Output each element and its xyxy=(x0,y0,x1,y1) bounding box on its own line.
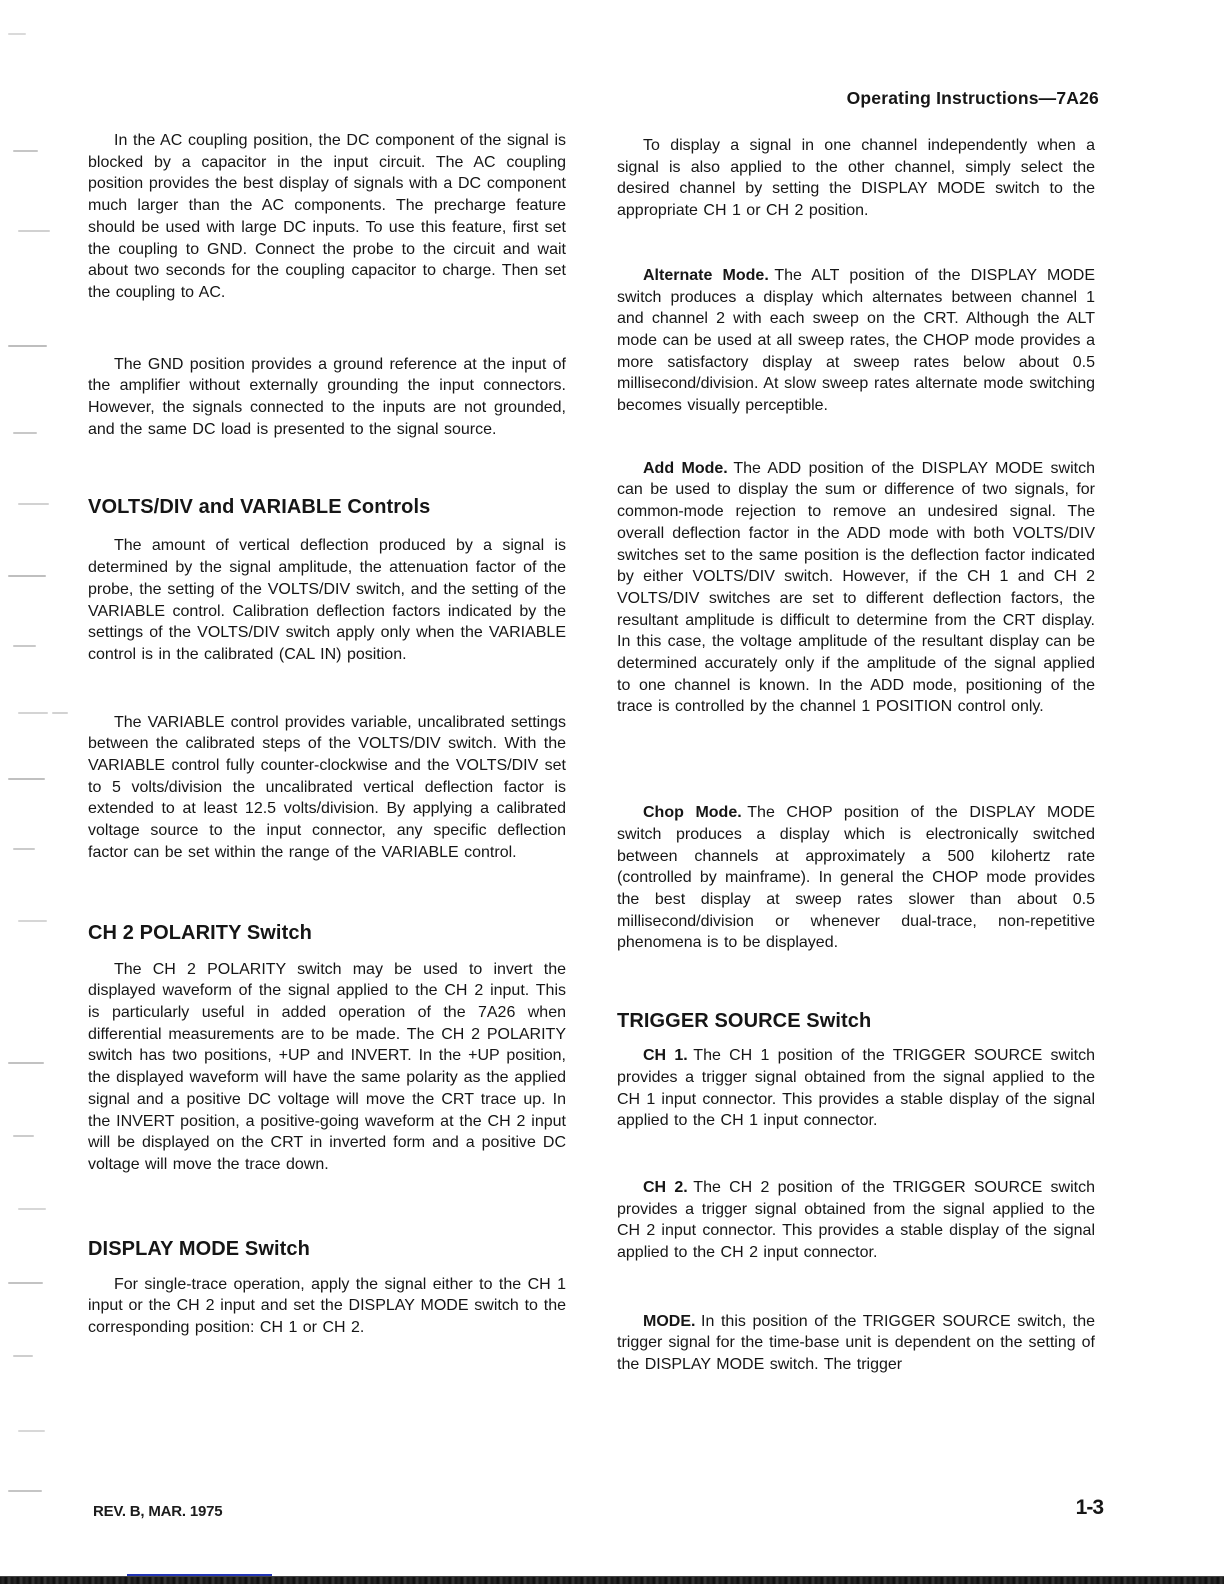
chop-mode-body: The CHOP position of the DISPLAY MODE switch produces a display which is electronically switched between channels at approximately a 500 kilohertz rate (controlled by mainframe). In general the CHOP mode provides the best display at sweep rates slower than about 0.5 millisecond/division or whenever dual-trace, non-repetitive phenomena is to be displayed. xyxy=(617,804,1095,952)
scan-speck xyxy=(13,645,36,647)
scan-speck xyxy=(8,1490,42,1492)
scan-speck xyxy=(8,1062,44,1064)
paragraph-chop-mode xyxy=(617,802,1095,954)
scan-speck xyxy=(18,503,49,505)
heading-volts-div-variable-controls: VOLTS/DIV and VARIABLE Controls xyxy=(88,496,431,519)
left-column xyxy=(88,130,566,1339)
add-mode-body: The ADD position of the DISPLAY MODE switch can be used to display the sum or difference of two signals, for common-mode rejection to remove an undesired signal. The overall deflection factor in the ADD mode with both VOLTS/DIV switches set to the same position is the deflection factor indicated by either VOLTS/DIV switch. However, if the CH 1 and CH 2 VOLTS/DIV switches are set to different deflection factors, the resultant amplitude is difficult to determine from the CRT display. In this case, the voltage amplitude of the resultant display can be determined accurately only if the amplitude of the signal applied to one channel is known. In the ADD mode, positioning of the trace is controlled by the channel 1 POSITION control only. xyxy=(617,459,1095,716)
paragraph-single-channel: To display a signal in one channel independently when a signal is also applied to the other channel, simply select the desired channel by setting the DISPLAY MODE switch to the appropriate CH 1 or CH 2 position. xyxy=(617,137,1095,220)
scan-speck xyxy=(8,345,47,347)
trigger-mode-body: In this position of the TRIGGER SOURCE switch, the trigger signal for the time-base unit is dependent on the setting of the DISPLAY MODE switch. The trigger xyxy=(617,1312,1095,1374)
paragraph-gnd-position: The GND position provides a ground reference at the input of the amplifier without externally grounding the input connectors. However, the signals connected to the inputs are not grounded, and the same DC load is presented to the signal source. xyxy=(88,355,566,438)
scan-speck xyxy=(13,1135,34,1137)
trigger-ch1-lead-in: CH 1. xyxy=(643,1047,688,1065)
trigger-ch2-body: The CH 2 position of the TRIGGER SOURCE switch provides a trigger signal obtained from the signal applied to the CH 2 input connector. This provides a stable display of the signal applied to the CH 2 input connector. xyxy=(617,1178,1095,1262)
paragraph-trigger-mode xyxy=(617,1311,1095,1376)
alternate-mode-body: The ALT position of the DISPLAY MODE switch produces a display which alternates between channel 1 and channel 2 with each sweep on the CRT. Although the ALT mode can be used at all sweep rates, the CHOP mode provides a more satisfactory display at sweep rates below about 0.5 millisecond/division. At slow sweep rates alternate mode switching becomes visually perceptible. xyxy=(617,266,1095,415)
scan-speck xyxy=(18,1430,45,1432)
scan-speck xyxy=(8,33,26,35)
scan-speck xyxy=(8,575,46,577)
paragraph-trigger-ch2 xyxy=(617,1177,1095,1264)
page-header-title: Operating Instructions—7A26 xyxy=(846,88,1099,108)
paragraph-volts-div-2: The VARIABLE control provides variable, uncalibrated settings between the calibrated steps of the VOLTS/DIV switch. With the VARIABLE control fully counter-clockwise and the VOLTS/DIV set to 5 volts/division the uncalibrated vertical deflection factor is extended to at least 12.5 volts/division. By applying a calibrated voltage source to the input connector, any specific deflection factor can be set within the range of the VARIABLE control. xyxy=(88,713,566,861)
scan-speck xyxy=(18,920,47,922)
paragraph-ch2-polarity: The CH 2 POLARITY switch may be used to invert the displayed waveform of the signal applied to the CH 2 input. This is particularly useful in added operation of the 7A26 when differential measurements are to be made. The CH 2 POLARITY switch has two positions, +UP and INVERT. In the +UP position, the displayed waveform will have the same polarity as the applied signal and a positive DC voltage will move the CRT trace up. In the INVERT position, a positive-going waveform at the CH 2 input will be displayed on the CRT in inverted form and a positive DC voltage will move the trace down. xyxy=(88,960,566,1173)
scan-speck xyxy=(13,1355,33,1357)
footer-revision-date: REV. B, MAR. 1975 xyxy=(93,1503,223,1520)
paragraph-trigger-ch1 xyxy=(617,1045,1095,1132)
right-column xyxy=(617,135,1095,1376)
paragraph-display-mode: For single-trace operation, apply the signal either to the CH 1 input or the CH 2 input and set the DISPLAY MODE switch to the corresponding position: CH 1 or CH 2. xyxy=(88,1275,566,1337)
trigger-mode-lead-in: MODE. xyxy=(643,1312,696,1330)
scan-speck xyxy=(18,712,48,714)
paragraph-add-mode xyxy=(617,458,1095,718)
paragraph-volts-div-1: The amount of vertical deflection produced by a signal is determined by the signal amplitude, the attenuation factor of the probe, the setting of the VOLTS/DIV switch, and the setting of the VARIABLE control. Calibration deflection factors indicated by the settings of the VOLTS/DIV switch apply only when the VARIABLE control is in the calibrated (CAL IN) position. xyxy=(88,537,566,663)
scan-speck xyxy=(8,1282,43,1284)
scan-speck xyxy=(18,1208,46,1210)
heading-display-mode-switch: DISPLAY MODE Switch xyxy=(88,1237,310,1260)
scan-speck xyxy=(52,712,68,714)
trigger-ch2-lead-in: CH 2. xyxy=(643,1178,688,1196)
alternate-mode-lead-in: Alternate Mode. xyxy=(643,266,769,284)
scan-speck xyxy=(13,150,38,152)
heading-trigger-source-switch: TRIGGER SOURCE Switch xyxy=(617,1010,872,1033)
footer-page-number: 1-3 xyxy=(1075,1496,1103,1519)
scan-speck xyxy=(13,848,35,850)
chop-mode-lead-in: Chop Mode. xyxy=(643,804,742,822)
add-mode-lead-in: Add Mode. xyxy=(643,459,728,477)
trigger-ch1-body: The CH 1 position of the TRIGGER SOURCE switch provides a trigger signal obtained from the signal applied to the CH 1 input connector. This provides a stable display of the signal applied to the CH 1 input connector. xyxy=(617,1047,1095,1130)
scan-speck xyxy=(8,778,45,780)
scan-speck xyxy=(13,432,37,434)
scan-speck xyxy=(18,230,50,232)
paragraph-alternate-mode xyxy=(617,265,1095,417)
paragraph-ac-coupling: In the AC coupling position, the DC component of the signal is blocked by a capacitor in the input circuit. The AC coupling position provides the best display of signals with a DC component much larger than the AC components. The precharge feature should be used with large DC inputs. To use this feature, first set the coupling to GND. Connect the probe to the circuit and wait about two seconds for the coupling capacitor to charge. Then set the coupling to AC. xyxy=(88,132,566,301)
heading-ch2-polarity-switch: CH 2 POLARITY Switch xyxy=(88,921,312,944)
scan-artifact-bottom-edge xyxy=(0,1576,1224,1584)
